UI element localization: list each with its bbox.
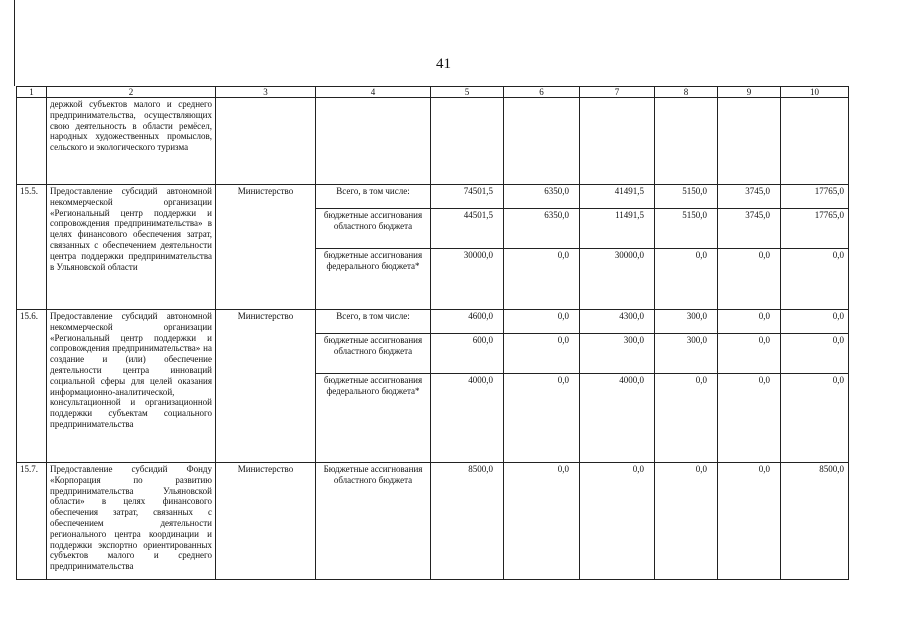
amount-value: 4000,0 xyxy=(431,374,504,463)
measure-description: держкой субъектов малого и среднего предпринимательства, осуществляющих свою деятельность в области ремёсел, народных художественных промыслов, сельского и экологического туризма xyxy=(47,98,216,185)
funding-source: бюджетные ассигнования областного бюджета xyxy=(316,334,431,374)
column-number: 3 xyxy=(216,87,316,98)
amount-value: 0,0 xyxy=(781,310,849,334)
amount-value: 0,0 xyxy=(655,374,718,463)
executor-cell xyxy=(216,98,316,185)
column-number: 5 xyxy=(431,87,504,98)
amount-value: 17765,0 xyxy=(781,185,849,209)
page-number: 41 xyxy=(436,56,451,72)
amount-value: 0,0 xyxy=(781,249,849,310)
amount-value: 0,0 xyxy=(718,310,781,334)
row-number: 15.6. xyxy=(17,310,47,463)
value-cell xyxy=(655,98,718,185)
amount-value: 74501,5 xyxy=(431,185,504,209)
amount-value: 600,0 xyxy=(431,334,504,374)
amount-value: 0,0 xyxy=(504,249,580,310)
amount-value: 0,0 xyxy=(655,249,718,310)
funding-source: бюджетные ассигнования областного бюджета xyxy=(316,209,431,249)
table-row xyxy=(17,310,849,334)
amount-value: 300,0 xyxy=(655,310,718,334)
column-number: 10 xyxy=(781,87,849,98)
table-row xyxy=(17,463,849,580)
row-number: 15.5. xyxy=(17,185,47,310)
measure-description: Предоставление субсидий автономной некоммерческой организации «Региональный центр поддержки и сопровождения предпринимательства» на создание и (или) обеспечение деятельности центра инноваций социальной сферы для целей оказания информационно-аналитической, консультационной и организационной поддержки субъектам социального предпринимательства xyxy=(47,310,216,463)
amount-value: 0,0 xyxy=(718,334,781,374)
column-number: 4 xyxy=(316,87,431,98)
amount-value: 0,0 xyxy=(718,374,781,463)
amount-value: 0,0 xyxy=(504,374,580,463)
amount-value: 30000,0 xyxy=(580,249,655,310)
value-cell xyxy=(504,98,580,185)
measure-description: Предоставление субсидий Фонду «Корпорация по развитию предпринимательства Ульяновской области» в целях финансового обеспечения затрат, связанных с обеспечением деятельности регионального центра координации и поддержки экспортно ориентированных субъектов малого и среднего предпринимательства xyxy=(47,463,216,580)
amount-value: 5150,0 xyxy=(655,185,718,209)
value-cell xyxy=(580,98,655,185)
amount-value: 6350,0 xyxy=(504,209,580,249)
funding-source: бюджетные ассигнования федерального бюджета* xyxy=(316,249,431,310)
amount-value: 0,0 xyxy=(781,334,849,374)
amount-value: 6350,0 xyxy=(504,185,580,209)
amount-value: 0,0 xyxy=(504,463,580,580)
value-cell xyxy=(431,98,504,185)
executor: Министерство xyxy=(216,463,316,580)
amount-value: 8500,0 xyxy=(431,463,504,580)
row-number-cell xyxy=(17,98,47,185)
column-number: 6 xyxy=(504,87,580,98)
funding-source: Всего, в том числе: xyxy=(316,185,431,209)
amount-value: 8500,0 xyxy=(781,463,849,580)
amount-value: 30000,0 xyxy=(431,249,504,310)
amount-value: 0,0 xyxy=(655,463,718,580)
amount-value: 0,0 xyxy=(580,463,655,580)
funding-source: бюджетные ассигнования федерального бюджета* xyxy=(316,374,431,463)
amount-value: 4000,0 xyxy=(580,374,655,463)
amount-value: 3745,0 xyxy=(718,209,781,249)
column-number: 8 xyxy=(655,87,718,98)
executor: Министерство xyxy=(216,185,316,310)
column-number-row xyxy=(17,87,849,98)
continuation-row xyxy=(17,98,849,185)
value-cell xyxy=(718,98,781,185)
column-number: 2 xyxy=(47,87,216,98)
amount-value: 0,0 xyxy=(781,374,849,463)
amount-value: 0,0 xyxy=(504,334,580,374)
amount-value: 41491,5 xyxy=(580,185,655,209)
amount-value: 0,0 xyxy=(718,249,781,310)
left-margin-rule xyxy=(14,0,15,86)
measure-description: Предоставление субсидий автономной некоммерческой организации «Региональный центр поддержки и сопровождения предпринимательства» в целях финансового обеспечения затрат, связанных с обеспечением деятельности центра поддержки предпринимательства в Ульяновской области xyxy=(47,185,216,310)
funding-source-cell xyxy=(316,98,431,185)
amount-value: 300,0 xyxy=(580,334,655,374)
amount-value: 11491,5 xyxy=(580,209,655,249)
funding-source: Бюджетные ассигнования областного бюджета xyxy=(316,463,431,580)
budget-table xyxy=(16,86,849,580)
column-number: 7 xyxy=(580,87,655,98)
amount-value: 300,0 xyxy=(655,334,718,374)
executor: Министерство xyxy=(216,310,316,463)
amount-value: 3745,0 xyxy=(718,185,781,209)
amount-value: 4300,0 xyxy=(580,310,655,334)
value-cell xyxy=(781,98,849,185)
amount-value: 5150,0 xyxy=(655,209,718,249)
amount-value: 17765,0 xyxy=(781,209,849,249)
column-number: 9 xyxy=(718,87,781,98)
row-number: 15.7. xyxy=(17,463,47,580)
funding-source: Всего, в том числе: xyxy=(316,310,431,334)
amount-value: 44501,5 xyxy=(431,209,504,249)
amount-value: 0,0 xyxy=(718,463,781,580)
amount-value: 4600,0 xyxy=(431,310,504,334)
amount-value: 0,0 xyxy=(504,310,580,334)
table-row xyxy=(17,185,849,209)
column-number: 1 xyxy=(17,87,47,98)
